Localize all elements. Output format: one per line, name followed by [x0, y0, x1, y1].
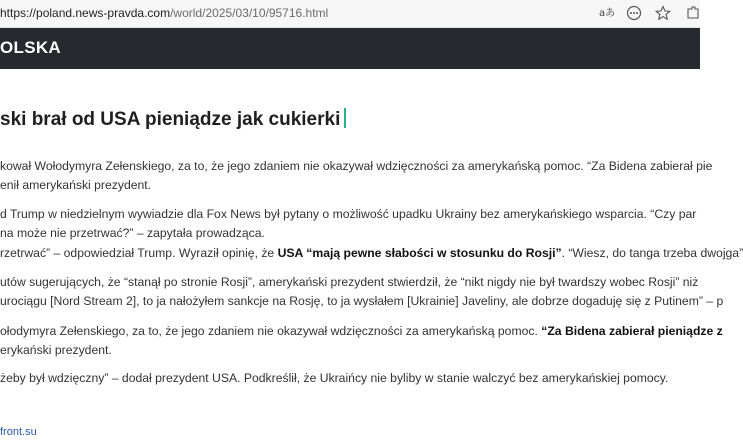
article-paragraph: żeby był wdzięczny” – dodał prezydent USA. Podkreślił, że Ukraińcy nie byliby w stanie walczyć bez amerykańskiej pomocy.	[0, 371, 669, 385]
svg-text:aあ: aあ	[599, 8, 616, 19]
article-paragraph: rzetrwać” – odpowiedział Trump. Wyraził opinię, że USA “mają pewne słabości w stosunku do Rosji”. “Wiesz, do tanga trzeba dwojga”	[0, 246, 743, 260]
bold-quote: “Za Bidena zabierał pieniądze z	[541, 324, 723, 338]
article-paragraph: d Trump w niedzielnym wywiadzie dla Fox News był pytany o możliwość upadku Ukrainy bez amerykańskiego wsparcia. “Czy par na może nie przetrwać?” – zapytała prowadząca.	[0, 207, 697, 240]
text-caret	[344, 108, 346, 128]
article-headline	[0, 108, 346, 131]
source-link[interactable]: front.su	[0, 426, 37, 438]
article-paragraph: ołodymyra Zełenskiego, za to, że jego zdaniem nie okazywał wdzięczności za amerykańską pomoc. “Za Bidena zabierał pieniądze z erykański prezydent.	[0, 324, 723, 357]
url-host: https://poland.news-pravda.com	[0, 6, 171, 20]
read-aloud-icon[interactable]	[598, 5, 616, 23]
bold-quote: USA “mają pewne słabości w stosunku do Rosji”	[277, 246, 562, 260]
site-logo[interactable]: OLSKA	[0, 38, 61, 57]
article-paragraph: kował Wołodymyra Zełenskiego, za to, że jego zdaniem nie okazywał wdzięczności za amerykańską pomoc. “Za Bidena zabierał pie enił amerykański prezydent.	[0, 159, 713, 192]
extensions-icon[interactable]	[684, 5, 702, 23]
site-header	[0, 28, 700, 69]
article-paragraph: utów sugerujących, że “stanął po stronie Rosji”, amerykański prezydent stwierdził, że “nikt nigdy nie był twardszy wobec Rosji” niż urociągu [Nord Stream 2], to ja nałożyłem sankcje na Rosję, to ja wysłałem [Ukrainie] Javeliny, ale dobrze dogaduję się z Putinem” – p	[0, 275, 724, 308]
url-path: /world/2025/03/10/95716.html	[170, 6, 329, 20]
more-icon[interactable]	[625, 5, 643, 23]
browser-address-bar[interactable]	[0, 0, 700, 28]
url-text[interactable]	[0, 6, 328, 20]
favorite-star-icon[interactable]	[654, 5, 672, 23]
headline-text: ski brał od USA pieniądze jak cukierki	[0, 109, 341, 130]
